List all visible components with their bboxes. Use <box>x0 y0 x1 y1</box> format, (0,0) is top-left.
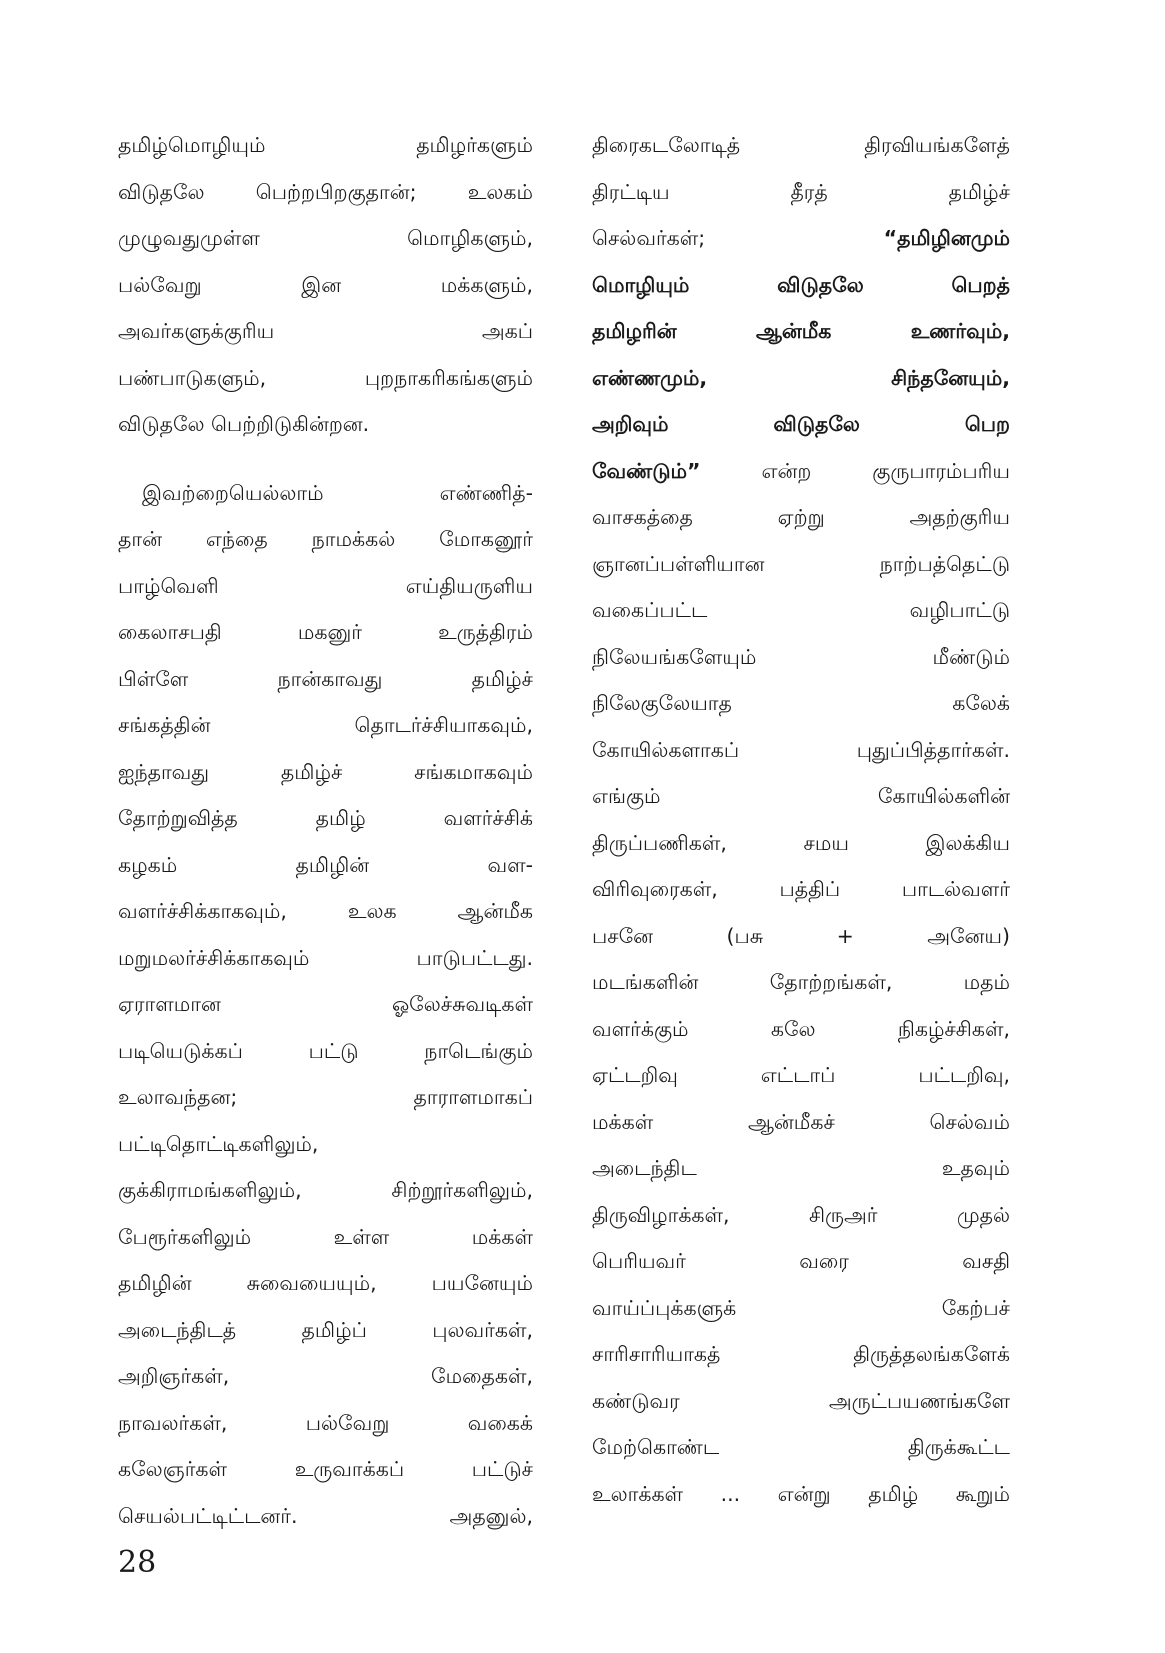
text-line: ஞானப்பள்ளியான நாற்பத்தெட்டு <box>592 551 1010 576</box>
text-line <box>592 448 1010 495</box>
text-line: உலாவந்தன; தாராளமாகப் <box>118 1085 533 1109</box>
text-line: அடைந்திடத் தமிழ்ப் புலவர்கள், <box>118 1317 533 1342</box>
text-line: ஐந்தாவது தமிழ்ச் சங்கமாகவும் <box>118 759 533 784</box>
text-line: அடைந்திட உதவும் <box>592 1156 1010 1180</box>
text-line: திருவிழாக்கள், சிருஅர் முதல் <box>592 1202 1010 1227</box>
text-line: விரிவுரைகள், பத்திப் பாடல்வளர் <box>592 877 1010 901</box>
text-line: மேற்கொண்ட திருக்கூட்ட <box>592 1435 1010 1459</box>
text-line: கோயில்களாகப் புதுப்பித்தார்கள். <box>592 737 1010 762</box>
text-line: உலாக்கள் ... என்று தமிழ் கூறும் <box>592 1481 1010 1506</box>
right-column <box>592 122 1010 1517</box>
text-line: படியெடுக்கப் பட்டு நாடெங்கும் <box>118 1038 533 1063</box>
text-line: தான் எந்தை நாமக்கல் மோகனூர் <box>118 527 533 551</box>
bold-quote-segment: வேண்டும்” <box>592 458 701 483</box>
text-line: பட்டிதொட்டிகளிலும், <box>118 1131 319 1156</box>
paragraph <box>118 470 533 1540</box>
page-number: 28 <box>118 1545 157 1580</box>
text-line: மடங்களின் தோற்றங்கள், மதம் <box>592 970 1010 994</box>
text-line: கைலாசபதி மகனுர் உருத்திரம் <box>118 620 533 644</box>
text-line: கலேஞர்கள் உருவாக்கப் பட்டுச் <box>118 1457 533 1481</box>
text-line: பண்பாடுகளும், புறநாகரிகங்களும் <box>118 365 533 390</box>
text-line: அவர்களுக்குரிய அகப் <box>118 319 533 343</box>
text-line: சங்கத்தின் தொடர்ச்சியாகவும், <box>118 713 533 737</box>
text-line: எங்கும் கோயில்களின் <box>592 784 1010 808</box>
text-segment: என்ற குருபாரம்பரிய <box>761 458 1010 483</box>
text-line: தோற்றுவித்த தமிழ் வளர்ச்சிக் <box>118 806 533 830</box>
text-line: பாழ்வெளி எய்தியருளிய <box>118 573 533 598</box>
text-line: வாய்ப்புக்களுக் கேற்பச் <box>592 1295 1010 1320</box>
text-line: மறுமலர்ச்சிக்காகவும் பாடுபட்டது. <box>118 945 533 970</box>
text-line: தமிழின் சுவையையும், பயனேயும் <box>118 1271 533 1295</box>
text-line: மக்கள் ஆன்மீகச் செல்வம் <box>592 1109 1010 1134</box>
text-segment: செல்வர்கள்; <box>592 226 706 250</box>
paragraph <box>592 122 1010 1517</box>
text-line: பெரியவர் வரை வசதி <box>592 1249 1010 1273</box>
text-line: இவற்றையெல்லாம் எண்ணித்- <box>142 480 533 505</box>
paragraph <box>118 122 533 448</box>
bold-quote-line: தமிழரின் ஆன்மீக உணர்வும், <box>592 319 1010 343</box>
text-line <box>592 215 1010 262</box>
text-line: திரைகடலோடித் திரவியங்களேத் <box>592 133 1010 157</box>
bold-quote-line: அறிவும் விடுதலே பெற <box>592 412 1010 436</box>
text-line: சாரிசாரியாகத் திருத்தலங்களேக் <box>592 1342 1010 1366</box>
text-line: தமிழ்மொழியும் தமிழர்களும் <box>118 133 533 157</box>
left-column <box>118 122 533 1539</box>
text-line: விடுதலே பெற்றிடுகின்றன. <box>118 412 370 436</box>
text-line: திரட்டிய தீரத் தமிழ்ச் <box>592 179 1010 204</box>
text-line: செயல்பட்டிட்டனர். அதனுல், <box>118 1503 533 1528</box>
text-line: பேரூர்களிலும் உள்ள மக்கள் <box>118 1224 533 1249</box>
text-line: விடுதலே பெற்றபிறகுதான்; உலகம் <box>118 179 533 204</box>
text-line: குக்கிராமங்களிலும், சிற்றூர்களிலும், <box>118 1178 533 1202</box>
text-line: கண்டுவர அருட்பயணங்களே <box>592 1388 1010 1413</box>
text-line: வாசகத்தை ஏற்று அதற்குரிய <box>592 505 1010 529</box>
bold-quote-line: மொழியும் விடுதலே பெறத் <box>592 272 1010 297</box>
bold-quote-line: எண்ணமும், சிந்தனேயும், <box>592 365 1010 390</box>
text-line: பிள்ளே நான்காவது தமிழ்ச் <box>118 666 533 691</box>
text-line: ஏட்டறிவு எட்டாப் பட்டறிவு, <box>592 1063 1010 1087</box>
text-line: அறிஞர்கள், மேதைகள், <box>118 1364 533 1388</box>
paragraph-gap <box>118 448 533 470</box>
text-line: வகைப்பட்ட வழிபாட்டு <box>592 598 1010 622</box>
text-line: திருப்பணிகள், சமய இலக்கிய <box>592 830 1010 855</box>
text-line: வளர்க்கும் கலே நிகழ்ச்சிகள், <box>592 1016 1010 1041</box>
text-line: வளர்ச்சிக்காகவும், உலக ஆன்மீக <box>118 899 533 923</box>
text-line: நிலேகுலேயாத கலேக் <box>592 691 1010 715</box>
bold-quote-segment: “தமிழினமும் <box>883 226 1010 250</box>
text-line: ஏராளமான ஓலேச்சுவடிகள் <box>118 992 533 1016</box>
text-line: கழகம் தமிழின் வள- <box>118 852 533 877</box>
text-line: முழுவதுமுள்ள மொழிகளும், <box>118 226 533 250</box>
text-line: நிலேயங்களேயும் மீண்டும் <box>592 644 1010 669</box>
text-line: பசனே (பசு + அனேய) <box>592 923 1010 948</box>
text-line: பல்வேறு இன மக்களும், <box>118 272 533 297</box>
text-line: நாவலர்கள், பல்வேறு வகைக் <box>118 1410 533 1435</box>
